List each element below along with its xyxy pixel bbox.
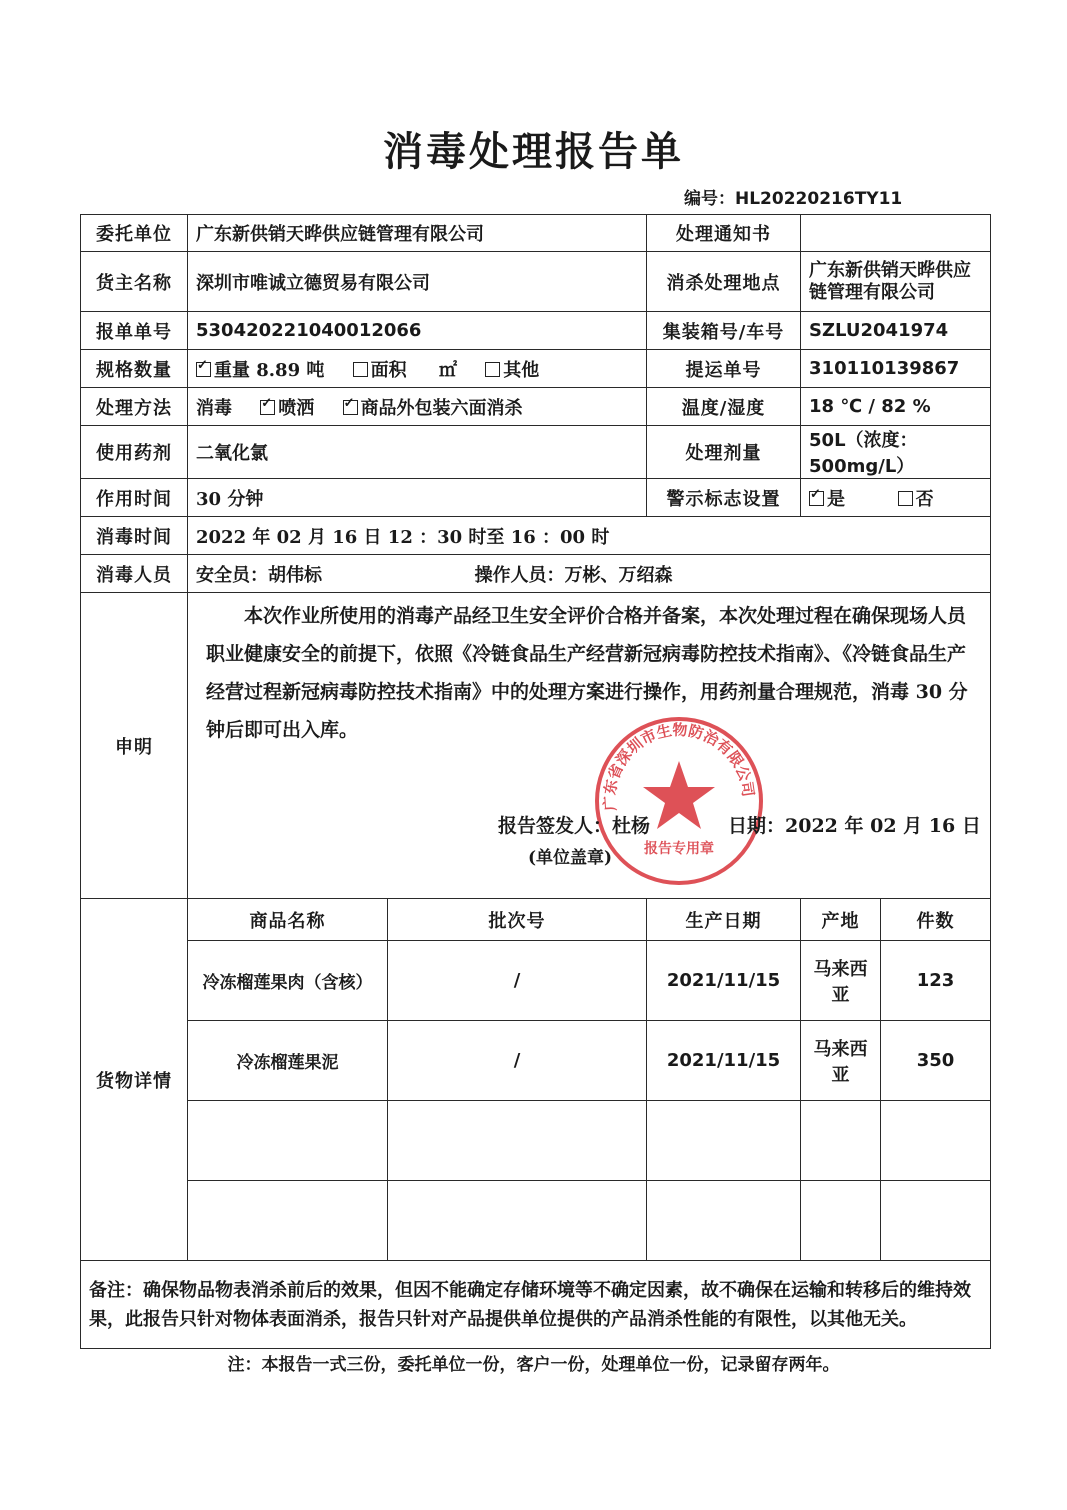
goods-batch bbox=[388, 1101, 647, 1181]
method-disinfect: 消毒 bbox=[196, 397, 232, 419]
goods-row bbox=[81, 1101, 991, 1181]
location-value: 广东新供销天晔供应链管理有限公司 bbox=[801, 252, 991, 312]
notice-label: 处理通知书 bbox=[647, 215, 801, 252]
notice-value bbox=[801, 215, 991, 252]
report-title: 消毒处理报告单 bbox=[383, 128, 684, 175]
outer-pack-checkbox[interactable] bbox=[343, 400, 358, 415]
bill-label: 提运单号 bbox=[647, 350, 801, 388]
warning-yes-checkbox[interactable] bbox=[809, 491, 824, 506]
statement-label: 申明 bbox=[81, 593, 188, 899]
duration-label: 作用时间 bbox=[81, 479, 188, 517]
staff-label: 消毒人员 bbox=[81, 555, 188, 593]
time-label: 消毒时间 bbox=[81, 517, 188, 555]
spec-value bbox=[188, 350, 647, 388]
goods-qty: 350 bbox=[881, 1021, 991, 1101]
goods-name bbox=[188, 1101, 388, 1181]
dose-label: 处理剂量 bbox=[647, 426, 801, 479]
statement-text: 本次作业所使用的消毒产品经卫生安全评价合格并备案，本次处理过程在确保现场人员职业健康安全的前提下，依照《冷链食品生产经营新冠病毒防控技术指南》、《冷链食品生产经营过程新冠病毒防控技术指南》中的处理方案进行操作，用药剂量合理规范，消毒 30 分钟后即可出入库。 bbox=[206, 605, 968, 741]
goods-date: 2021/11/15 bbox=[647, 941, 801, 1021]
spec-area-unit: ㎡ bbox=[438, 359, 457, 381]
goods-qty: 123 bbox=[881, 941, 991, 1021]
goods-header-qty: 件数 bbox=[881, 899, 991, 941]
method-spray: 喷洒 bbox=[278, 397, 315, 419]
spec-area: 面积 bbox=[370, 359, 407, 381]
goods-row bbox=[81, 1181, 991, 1261]
goods-row bbox=[81, 1021, 991, 1101]
method-value bbox=[188, 388, 647, 426]
spec-label: 规格数量 bbox=[81, 350, 188, 388]
goods-date bbox=[647, 1101, 801, 1181]
goods-name bbox=[188, 1181, 388, 1261]
safety-officer: 安全员：胡伟标 bbox=[196, 564, 322, 586]
operators: 操作人员：万彬、万绍森 bbox=[474, 564, 673, 586]
owner-value: 深圳市唯诚立德贸易有限公司 bbox=[188, 252, 647, 312]
goods-date bbox=[647, 1181, 801, 1261]
goods-header-origin: 产地 bbox=[801, 899, 881, 941]
warning-no: 否 bbox=[915, 488, 934, 510]
duration-value: 30 分钟 bbox=[188, 479, 647, 517]
agent-label: 使用药剂 bbox=[81, 426, 188, 479]
client-label: 委托单位 bbox=[81, 215, 188, 252]
agent-value: 二氧化氯 bbox=[188, 426, 647, 479]
declaration-label: 报单单号 bbox=[81, 312, 188, 350]
goods-qty bbox=[881, 1101, 991, 1181]
area-checkbox[interactable] bbox=[353, 362, 368, 377]
bill-value: 310110139867 bbox=[801, 350, 991, 388]
weight-checkbox[interactable] bbox=[196, 362, 211, 377]
goods-name: 冷冻榴莲果泥 bbox=[188, 1021, 388, 1101]
doc-number-label: 编号： bbox=[684, 189, 735, 209]
other-checkbox[interactable] bbox=[485, 362, 500, 377]
goods-origin bbox=[801, 1101, 881, 1181]
seal-note: (单位盖章) bbox=[528, 848, 613, 868]
container-label: 集装箱号/车号 bbox=[647, 312, 801, 350]
goods-batch: / bbox=[388, 941, 647, 1021]
official-seal bbox=[593, 715, 765, 887]
report-form bbox=[80, 214, 991, 1349]
location-label: 消杀处理地点 bbox=[647, 252, 801, 312]
goods-date: 2021/11/15 bbox=[647, 1021, 801, 1101]
time-value: 2022 年 02 月 16 日 12 ：30 时至 16 ：00 时 bbox=[188, 517, 991, 555]
temp-label: 温度/湿度 bbox=[647, 388, 801, 426]
goods-qty bbox=[881, 1181, 991, 1261]
spray-checkbox[interactable] bbox=[260, 400, 275, 415]
goods-name: 冷冻榴莲果肉（含核） bbox=[188, 941, 388, 1021]
warning-value bbox=[801, 479, 991, 517]
statement-cell bbox=[188, 593, 991, 899]
container-value: SZLU2041974 bbox=[801, 312, 991, 350]
client-value: 广东新供销天晔供应链管理有限公司 bbox=[188, 215, 647, 252]
owner-label: 货主名称 bbox=[81, 252, 188, 312]
goods-row bbox=[81, 941, 991, 1021]
doc-number-value: HL20220216TY11 bbox=[735, 189, 903, 209]
footer-note: 注：本报告一式三份，委托单位一份，客户一份，处理单位一份，记录留存两年。 bbox=[227, 1355, 840, 1375]
document-number bbox=[684, 184, 902, 209]
goods-origin bbox=[801, 1181, 881, 1261]
temp-value: 18 ℃ / 82 % bbox=[801, 388, 991, 426]
warning-label: 警示标志设置 bbox=[647, 479, 801, 517]
warning-yes: 是 bbox=[827, 488, 846, 510]
staff-value bbox=[188, 555, 991, 593]
svg-text:广东省深圳市生物防治有限公司: 广东省深圳市生物防治有限公司 bbox=[600, 721, 758, 812]
spec-weight: 重量 8.89 吨 bbox=[214, 359, 325, 381]
goods-batch bbox=[388, 1181, 647, 1261]
goods-header-batch: 批次号 bbox=[388, 899, 647, 941]
goods-batch: / bbox=[388, 1021, 647, 1101]
goods-origin: 马来西亚 bbox=[801, 1021, 881, 1101]
goods-header-name: 商品名称 bbox=[188, 899, 388, 941]
declaration-value: 530420221040012066 bbox=[188, 312, 647, 350]
svg-text:报告专用章: 报告专用章 bbox=[644, 841, 714, 857]
dose-value: 50L（浓度：500mg/L） bbox=[801, 426, 991, 479]
method-outer: 商品外包装六面消杀 bbox=[360, 397, 523, 419]
goods-origin: 马来西亚 bbox=[801, 941, 881, 1021]
goods-header-date: 生产日期 bbox=[647, 899, 801, 941]
report-date: 日期：2022 年 02 月 16 日 bbox=[728, 815, 981, 837]
method-label: 处理方法 bbox=[81, 388, 188, 426]
warning-no-checkbox[interactable] bbox=[898, 491, 913, 506]
spec-other: 其他 bbox=[503, 359, 540, 381]
goods-label: 货物详情 bbox=[81, 899, 188, 1261]
report-signer: 报告签发人：杜杨 bbox=[498, 815, 651, 837]
remark: 备注：确保物品物表消杀前后的效果，但因不能确定存储环境等不确定因素，故不确保在运输和转移后的维持效果，此报告只针对物体表面消杀，报告只针对产品提供单位提供的产品消杀性能的有限性，以其他无关。 bbox=[81, 1261, 991, 1349]
